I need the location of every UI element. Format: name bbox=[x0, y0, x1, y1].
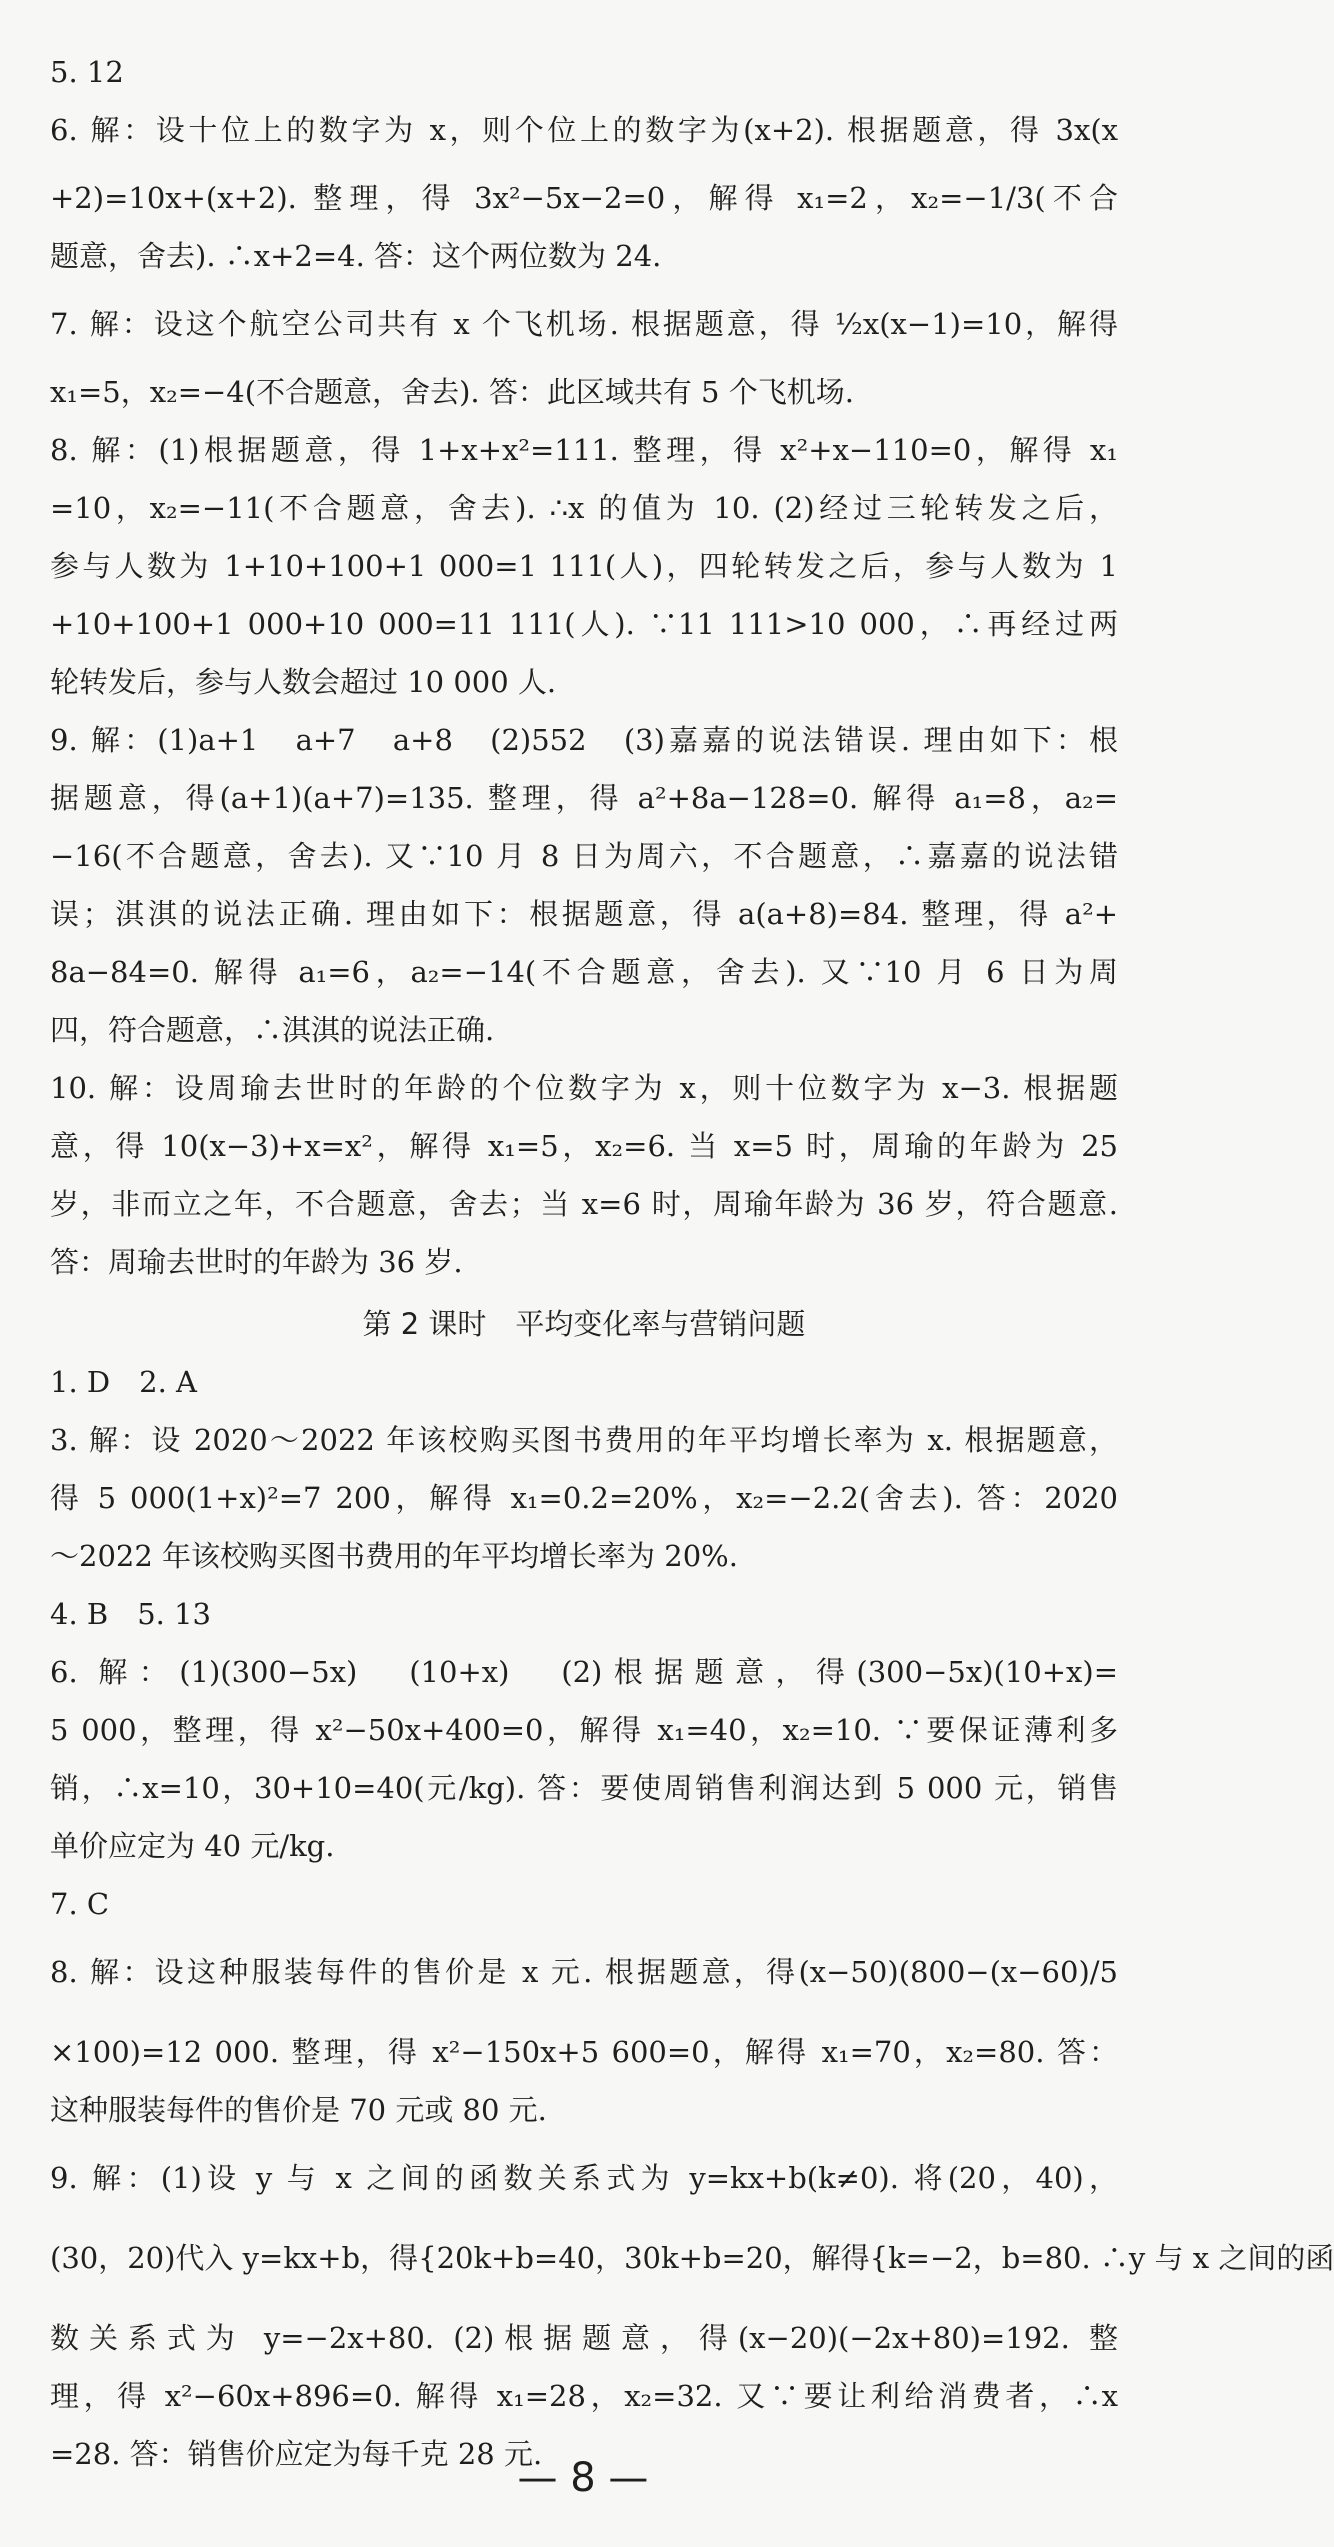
answer-line: 6. 解：(1)(300−5x) (10+x) (2)根据题意，得(300−5x)(10+x)= bbox=[50, 1655, 1118, 1689]
answer-line: 轮转发后，参与人数会超过 10 000 人. bbox=[50, 665, 557, 699]
answer-line: 9. 解：(1)设 y 与 x 之间的函数关系式为 y=kx+b(k≠0). 将(20，40)， bbox=[50, 2161, 1118, 2195]
answer-line: 答：周瑜去世时的年龄为 36 岁. bbox=[50, 1245, 463, 1279]
page-number: — 8 — bbox=[517, 2455, 649, 2501]
answer-line: +10+100+1 000+10 000=11 111(人). ∵11 111>10 000，∴再经过两 bbox=[50, 607, 1118, 641]
answer-line: 10. 解：设周瑜去世时的年龄的个位数字为 x，则十位数字为 x−3. 根据题 bbox=[50, 1071, 1118, 1105]
answer-line: 题意，舍去). ∴x+2=4. 答：这个两位数为 24. bbox=[50, 239, 662, 273]
answer-line: 意，得 10(x−3)+x=x²，解得 x₁=5，x₂=6. 当 x=5 时，周瑜的年龄为 25 bbox=[50, 1129, 1118, 1163]
answer-line: x₁=5，x₂=−4(不合题意，舍去). 答：此区域共有 5 个飞机场. bbox=[50, 375, 854, 409]
answer-line: 6. 解：设十位上的数字为 x，则个位上的数字为(x+2). 根据题意，得 3x(x bbox=[50, 113, 1118, 147]
answer-line: 这种服装每件的售价是 70 元或 80 元. bbox=[50, 2093, 547, 2127]
answer-line: 7. C bbox=[50, 1887, 110, 1921]
answer-line: 8. 解：(1)根据题意，得 1+x+x²=111. 整理，得 x²+x−110=0，解得 x₁ bbox=[50, 433, 1118, 467]
answer-line: 据题意，得(a+1)(a+7)=135. 整理，得 a²+8a−128=0. 解得 a₁=8，a₂= bbox=[50, 781, 1118, 815]
answer-line: 3. 解：设 2020～2022 年该校购买图书费用的年平均增长率为 x. 根据题意， bbox=[50, 1423, 1118, 1457]
answer-line: 销，∴x=10，30+10=40(元/kg). 答：要使周销售利润达到 5 000 元，销售 bbox=[50, 1771, 1118, 1805]
section-title: 第 2 课时 平均变化率与营销问题 bbox=[362, 1307, 806, 1341]
answer-line: 误；淇淇的说法正确. 理由如下：根据题意，得 a(a+8)=84. 整理，得 a²+ bbox=[50, 897, 1118, 931]
answer-line: 四，符合题意，∴淇淇的说法正确. bbox=[50, 1013, 495, 1047]
answer-line: 8. 解：设这种服装每件的售价是 x 元. 根据题意，得(x−50)(800−(x−60)/5 bbox=[50, 1955, 1118, 1989]
answer-line: +2)=10x+(x+2). 整理，得 3x²−5x−2=0，解得 x₁=2，x₂=−1/3(不合 bbox=[50, 181, 1118, 215]
answer-line: 岁，非而立之年，不合题意，舍去；当 x=6 时，周瑜年龄为 36 岁，符合题意. bbox=[50, 1187, 1118, 1221]
answer-line: =10，x₂=−11(不合题意，舍去). ∴x 的值为 10. (2)经过三轮转发之后， bbox=[50, 491, 1118, 525]
answer-line: 数关系式为 y=−2x+80. (2)根据题意，得(x−20)(−2x+80)=192. 整 bbox=[50, 2321, 1118, 2355]
answer-line: −16(不合题意，舍去). 又∵10 月 8 日为周六，不合题意，∴嘉嘉的说法错 bbox=[50, 839, 1118, 873]
answer-line: ×100)=12 000. 整理，得 x²−150x+5 600=0，解得 x₁=70，x₂=80. 答： bbox=[50, 2035, 1118, 2069]
answer-line: 单价应定为 40 元/kg. bbox=[50, 1829, 335, 1863]
answer-line: 5 000，整理，得 x²−50x+400=0，解得 x₁=40，x₂=10. ∵要保证薄利多 bbox=[50, 1713, 1118, 1747]
answer-line: 7. 解：设这个航空公司共有 x 个飞机场. 根据题意，得 ½x(x−1)=10，解得 bbox=[50, 307, 1118, 341]
answer-line: 5. 12 bbox=[50, 55, 124, 89]
answer-line: 理，得 x²−60x+896=0. 解得 x₁=28，x₂=32. 又∵要让利给消费者，∴x bbox=[50, 2379, 1118, 2413]
answer-line: =28. 答：销售价应定为每千克 28 元. bbox=[50, 2437, 543, 2471]
answer-line: ～2022 年该校购买图书费用的年平均增长率为 20%. bbox=[50, 1539, 738, 1573]
answer-line: 4. B 5. 13 bbox=[50, 1597, 211, 1631]
answer-line: (30，20)代入 y=kx+b，得{20k+b=40，30k+b=20，解得{k=−2，b=80. ∴y 与 x 之间的函 bbox=[50, 2241, 1334, 2275]
answer-line: 参与人数为 1+10+100+1 000=1 111(人)，四轮转发之后，参与人数为 1 bbox=[50, 549, 1118, 583]
answer-line: 得 5 000(1+x)²=7 200，解得 x₁=0.2=20%，x₂=−2.2(舍去). 答：2020 bbox=[50, 1481, 1118, 1515]
answer-line: 1. D 2. A bbox=[50, 1365, 197, 1399]
answer-line: 9. 解：(1)a+1 a+7 a+8 (2)552 (3)嘉嘉的说法错误. 理由如下：根 bbox=[50, 723, 1118, 757]
answer-line: 8a−84=0. 解得 a₁=6，a₂=−14(不合题意，舍去). 又∵10 月 6 日为周 bbox=[50, 955, 1118, 989]
